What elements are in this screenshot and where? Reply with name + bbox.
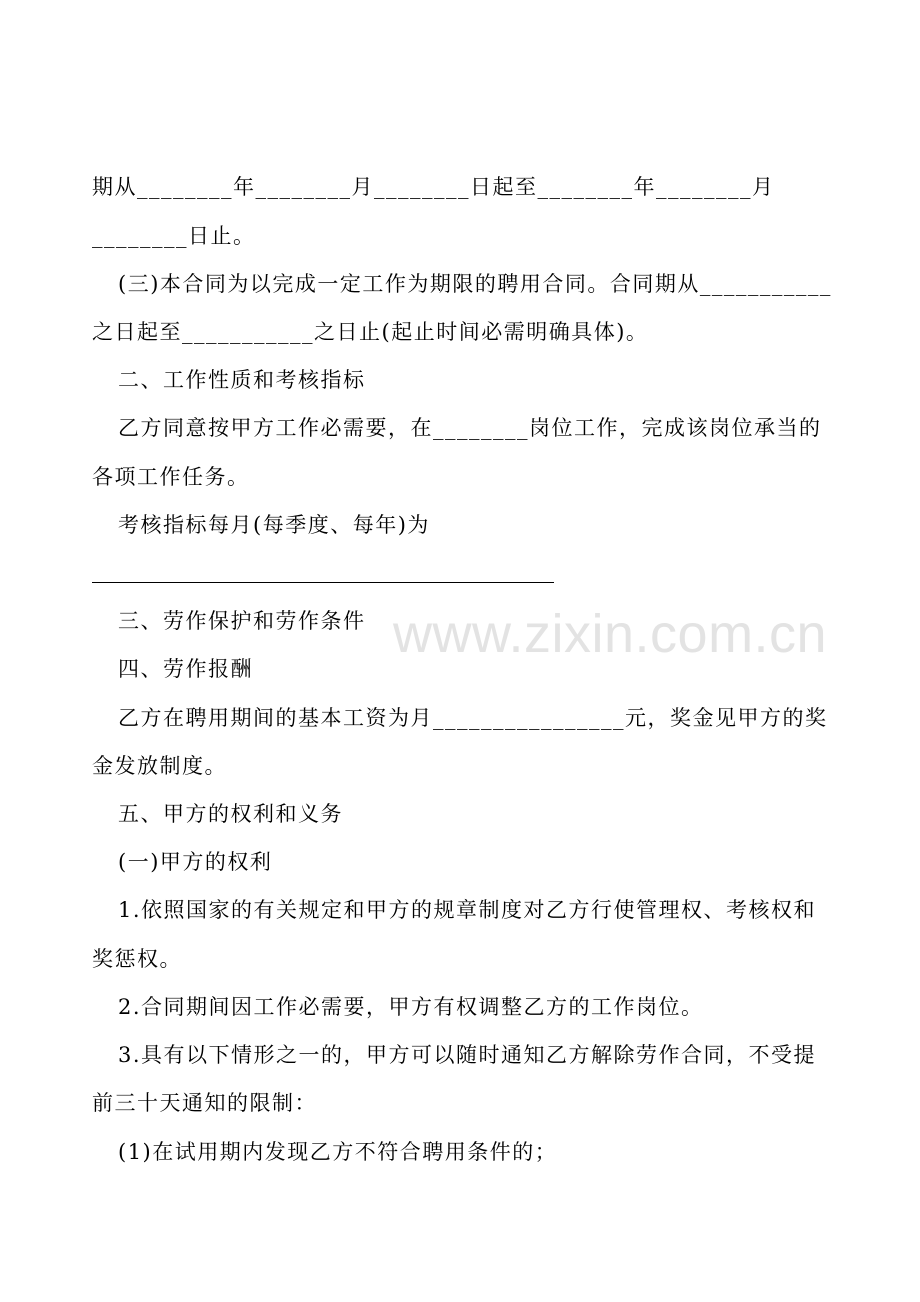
right-3-line: 3.具有以下情形之一的，甲方可以随时通知乙方解除劳作合同，不受提 (118, 1043, 817, 1067)
right-3-continuation: 前三十天通知的限制： (92, 1091, 317, 1115)
section-5-heading: 五、甲方的权利和义务 (118, 802, 343, 826)
job-position-line: 乙方同意按甲方工作必需要，在________岗位工作，完成该岗位承当的 (118, 416, 822, 440)
clause-3-continuation: 之日起至___________之日止(起止时间必需明确具体)。 (92, 320, 649, 344)
salary-continuation: 金发放制度。 (92, 754, 227, 778)
right-1-continuation: 奖惩权。 (92, 947, 182, 971)
assessment-blank-rule (92, 582, 554, 583)
right-2-line: 2.合同期间因工作必需要，甲方有权调整乙方的工作岗位。 (118, 995, 704, 1019)
subsection-1-heading: (一)甲方的权利 (118, 850, 273, 874)
salary-line: 乙方在聘用期间的基本工资为月________________元，奖金见甲方的奖 (118, 706, 828, 730)
clause-3-line: (三)本合同为以完成一定工作为期限的聘用合同。合同期从___________ (118, 272, 832, 296)
condition-1-line: (1)在试用期内发现乙方不符合聘用条件的； (118, 1140, 558, 1164)
section-2-heading: 二、工作性质和考核指标 (118, 368, 366, 392)
contract-period-line: 期从________年________月________日起至________年________月 (92, 175, 775, 199)
right-1-line: 1.依照国家的有关规定和甲方的规章制度对乙方行使管理权、考核权和 (118, 898, 817, 922)
job-position-continuation: 各项工作任务。 (92, 465, 250, 489)
assessment-index-line: 考核指标每月(每季度、每年)为 (118, 513, 430, 537)
section-3-heading: 三、劳作保护和劳作条件 (118, 609, 366, 633)
contract-period-end-line: ________日止。 (92, 224, 256, 248)
section-4-heading: 四、劳作报酬 (118, 657, 253, 681)
watermark: www.zixin.com.cn (393, 604, 828, 664)
